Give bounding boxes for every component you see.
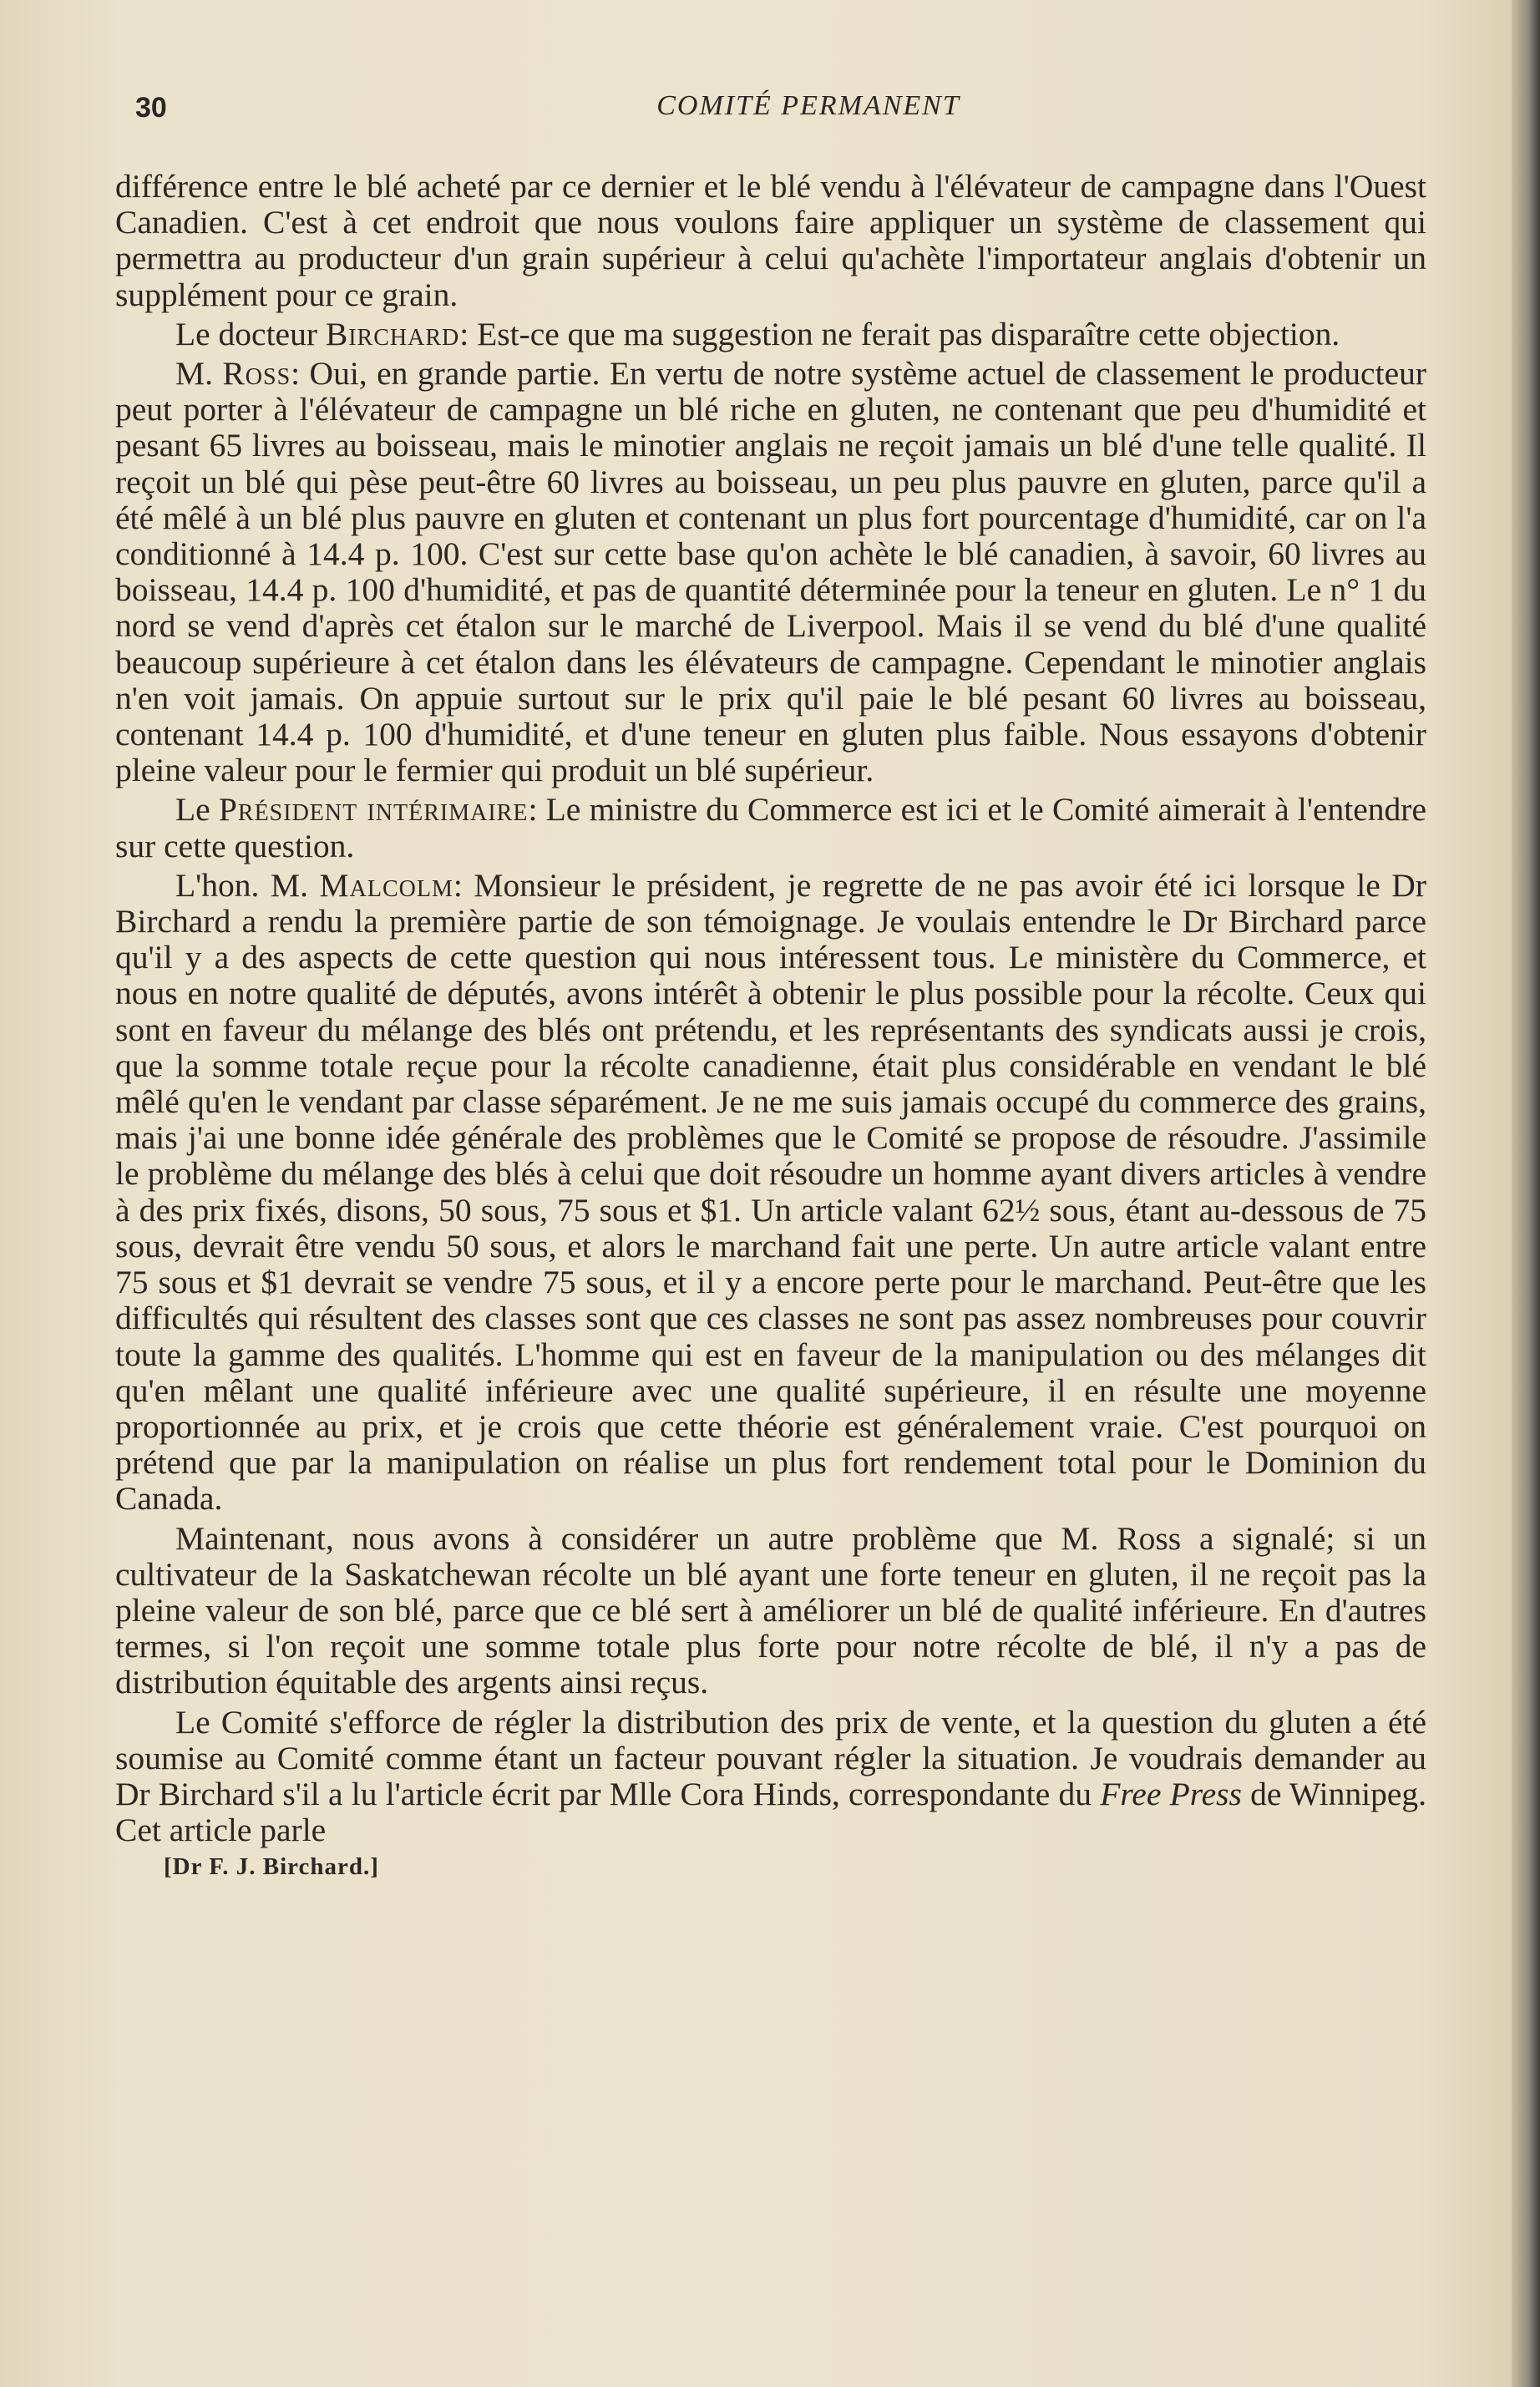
paragraph-text: : Oui, en grande partie. En vertu de notre système actuel de classement le producteur peut porter à l'élévateur de campagne un blé riche en gluten, ne contenant que peu d'humidité et pesant 65 livres au boisseau, mais le minotier anglais ne reçoit jamais un blé d'une telle qualité. Il reçoit un blé qui pèse peut-être 60 livres au boisseau, un peu plus pauvre en gluten, parce qu'il a été mêlé à un blé plus pauvre en gluten et contenant un plus fort pourcentage d'humidité, car on l'a conditionné à 14.4 p. 100. C'est sur cette base qu'on achète le blé canadien, à savoir, 60 livres au boisseau, 14.4 p. 100 d'humidité, et pas de quantité déterminée pour la teneur en gluten. Le n° 1 du nord se vend d'après cet étalon sur le marché de Liverpool. Mais il se vend du blé d'une qualité beaucoup supérieure à cet étalon dans les élévateurs de campagne. Cependant le minotier anglais n'en voit jamais. On appuie surtout sur le prix qu'il paie le blé pesant 60 livres au boisseau, contenant 14.4 p. 100 d'humidité, et d'une teneur en gluten plus faible. Nous essayons d'obtenir pleine valeur pour le fermier qui produit un blé supérieur.	[115, 355, 1427, 789]
speaker-name: Ross	[222, 355, 291, 393]
paragraph-president	[115, 792, 1426, 864]
paragraph-lead: M.	[175, 355, 223, 393]
paragraph-text: différence entre le blé acheté par ce dernier et le blé vendu à l'élévateur de campagne dans l'Ouest Canadien. C'est à cet endroit que nous voulons faire appliquer un système de classement qui permettra au producteur d'un grain supérieur à celui qu'achète l'importateur anglais d'obtenir un supplément pour ce grain.	[115, 168, 1426, 313]
paragraph-maintenant	[115, 1521, 1426, 1701]
paragraph-text: : Monsieur le président, je regrette de ne pas avoir été ici lorsque le Dr Birchard a rendu la première partie de son témoignage. Je voulais entendre le Dr Birchard parce qu'il y a des aspects de cette question qui nous intéressent tous. Le ministère du Commerce, et nous en notre qualité de députés, avons intérêt à obtenir le plus possible pour la récolte. Ceux qui sont en faveur du mélange des blés ont prétendu, et les représentants des syndicats aussi je crois, que la somme totale reçue pour la récolte canadienne, était plus considérable en vendant le blé mêlé qu'en le vendant par classe séparément. Je ne me suis jamais occupé du commerce des grains, mais j'ai une bonne idée générale des problèmes que le Comité se propose de résoudre. J'assimile le problème du mélange des blés à celui que doit résoudre un homme ayant divers articles à vendre à des prix fixés, disons, 50 sous, 75 sous et $1. Un article valant 62½ sous, étant au-dessous de 75 sous, devrait être vendu 50 sous, et alors le marchand fait une perte. Un autre article valant entre 75 sous et $1 devrait se vendre 75 sous, et il y a encore perte pour le marchand. Peut-être que les difficultés qui résultent des classes sont que ces classes ne sont pas assez nombreuses pour couvrir toute la gamme des qualités. L'homme qui est en faveur de la manipulation ou des mélanges dit qu'en mêlant une qualité inférieure avec une qualité supérieure, il en résulte une moyenne proportionnée au prix, et je crois que cette théorie est généralement vraie. C'est pourquoi on prétend que par la manipulation on réalise un plus fort rendement total pour le Dominion du Canada.	[115, 866, 1426, 1518]
running-title: COMITÉ PERMANENT	[656, 90, 960, 121]
page-header	[115, 90, 1426, 140]
witness-footer-note: [Dr F. J. Birchard.]	[164, 1853, 379, 1881]
page-binding-edge	[1512, 0, 1540, 2387]
newspaper-title: Free Press	[1100, 1775, 1242, 1812]
speaker-name: Président intérimaire	[218, 791, 529, 829]
page-content	[115, 90, 1426, 1881]
paragraph-text: Maintenant, nous avons à considérer un autre problème que M. Ross a signalé; si un cultivateur de la Saskatchewan récolte un blé ayant une forte teneur en gluten, il ne reçoit pas la pleine valeur de son blé, parce que ce blé sert à améliorer un blé de qualité inférieure. En d'autres termes, si l'on reçoit une somme totale plus forte pour notre récolte de blé, il n'y a pas de distribution équitable des argents ainsi reçus.	[115, 1519, 1426, 1701]
paragraph-ross	[115, 356, 1426, 788]
paragraph-malcolm	[115, 868, 1426, 1518]
speaker-name: Malcolm	[319, 866, 453, 904]
paragraph-tail: de Winnipeg. Cet article parle	[115, 1775, 1426, 1849]
paragraph-text: : Est-ce que ma suggestion ne ferait pas disparaître cette objection.	[459, 315, 1340, 352]
paragraph-lead: Le	[175, 791, 219, 829]
paragraph-continuation	[115, 169, 1426, 313]
page-number: 30	[135, 92, 167, 124]
paragraph-comite	[115, 1705, 1426, 1849]
paragraph-birchard	[115, 317, 1426, 352]
body-text	[115, 169, 1426, 1848]
paragraph-lead: Le docteur	[175, 315, 326, 352]
paragraph-text: Le Comité s'efforce de régler la distribution des prix de vente, et la question du gluten a été soumise au Comité comme étant un facteur pouvant régler la situation. Je voudrais demander au Dr Birchard s'il a lu l'article écrit par Mlle Cora Hinds, correspondante du	[115, 1703, 1426, 1812]
speaker-name: Birchard	[325, 315, 460, 352]
paragraph-text: : Le ministre du Commerce est ici et le Comité aimerait à l'entendre sur cette question.	[115, 791, 1426, 864]
paragraph-lead: L'hon. M.	[175, 866, 320, 904]
